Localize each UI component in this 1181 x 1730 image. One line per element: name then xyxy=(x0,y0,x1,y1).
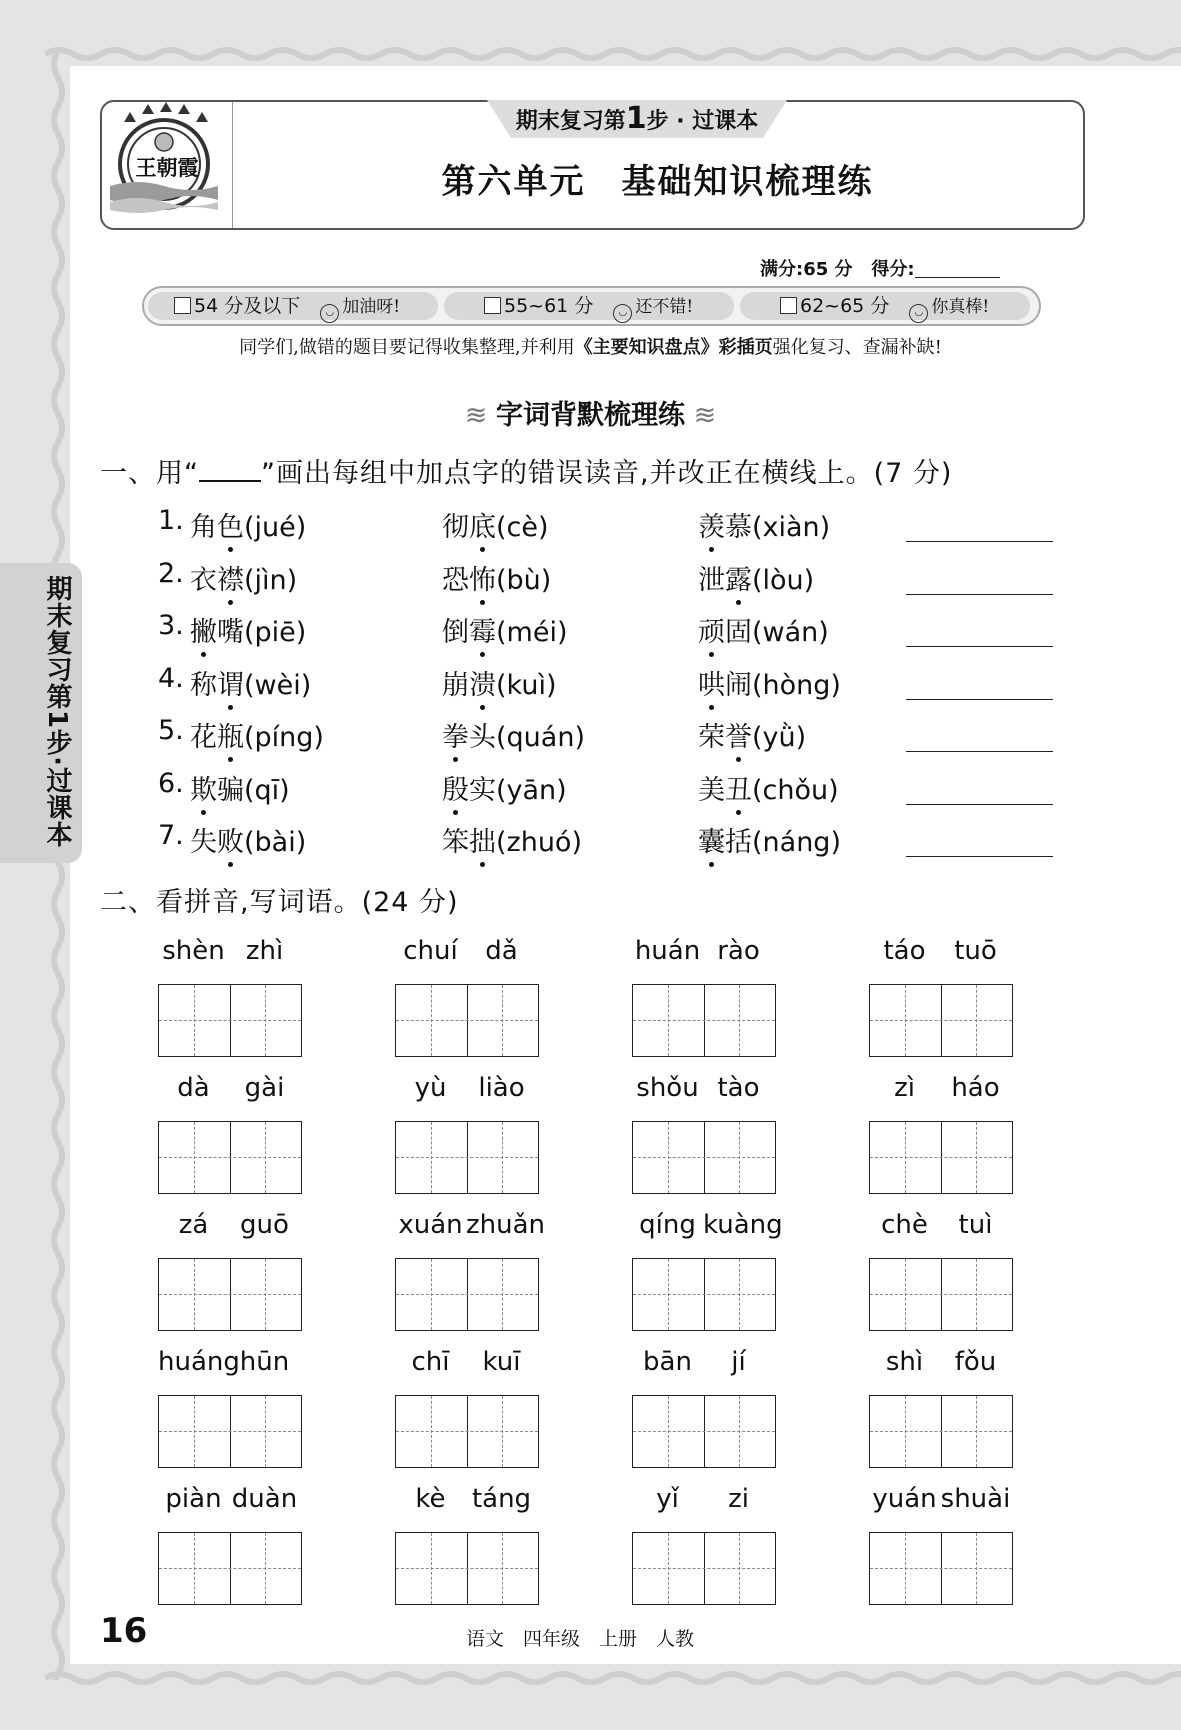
q1-row-number: 1. xyxy=(158,505,184,536)
q1-word xyxy=(190,715,324,754)
char: 称 xyxy=(190,669,217,701)
char: 倒 xyxy=(442,617,469,648)
char: 慕 xyxy=(725,512,752,543)
pinyin: (chǒu) xyxy=(752,774,839,806)
face-icon: ◡ xyxy=(320,304,339,323)
pinyin-syllable: táng xyxy=(471,1484,532,1514)
q1-row-number: 7. xyxy=(158,820,184,851)
score-blank[interactable] xyxy=(915,259,1000,278)
dotted-char[interactable]: 底 xyxy=(469,512,496,543)
dotted-char[interactable]: 襟 xyxy=(217,564,244,596)
notice-pages: 彩插页 xyxy=(718,337,773,358)
q1-word xyxy=(442,663,557,702)
writing-grid[interactable] xyxy=(158,1395,302,1468)
section-heading xyxy=(0,393,1181,432)
dotted-char[interactable]: 霉 xyxy=(469,617,496,648)
banner-pre: 期末复习第 xyxy=(515,109,626,134)
range-option[interactable] xyxy=(484,294,693,323)
pinyin: (jué) xyxy=(244,512,307,543)
dotted-char[interactable]: 誉 xyxy=(725,722,752,753)
q1-row-number: 6. xyxy=(158,767,184,799)
pinyin-syllable: táo xyxy=(883,936,926,966)
dotted-char[interactable]: 囊 xyxy=(698,827,725,858)
page-border-bottom xyxy=(45,1664,1181,1690)
notice-book: 《主要知识盘点》 xyxy=(574,337,719,358)
pinyin-syllable: chuí xyxy=(403,936,458,966)
writing-grid[interactable] xyxy=(632,1395,776,1468)
char: 花 xyxy=(190,722,217,753)
q1-row-number: 3. xyxy=(158,610,184,641)
writing-grid[interactable] xyxy=(158,1121,302,1194)
dotted-char[interactable]: 瓶 xyxy=(217,722,244,753)
side-tab-label: 期末复习第1步·过课本 xyxy=(42,575,72,848)
pinyin: (bù) xyxy=(496,564,552,596)
pinyin: (méi) xyxy=(496,617,568,648)
dotted-char[interactable]: 拙 xyxy=(469,827,496,858)
pinyin-syllable: tào xyxy=(717,1073,760,1103)
pinyin-syllable: rào xyxy=(717,936,760,966)
page-title: 第六单元 基础知识梳理练 xyxy=(441,162,874,202)
range-label: 62~65 分 xyxy=(800,295,890,317)
full-score: 满分:65 分 xyxy=(760,259,853,280)
pinyin: (cè) xyxy=(496,512,549,543)
notice-post: 强化复习、查漏补缺! xyxy=(772,337,942,358)
char: 笨 xyxy=(442,827,469,858)
char: 彻 xyxy=(442,512,469,543)
dotted-char[interactable]: 撇 xyxy=(190,617,217,648)
answer-line[interactable] xyxy=(906,541,1053,542)
char: 泄 xyxy=(698,564,725,596)
pinyin-syllable: jí xyxy=(731,1347,746,1377)
dotted-char[interactable]: 溃 xyxy=(469,669,496,701)
answer-line[interactable] xyxy=(906,804,1053,805)
dotted-char[interactable]: 殷 xyxy=(442,774,469,806)
q1-word xyxy=(190,558,297,597)
q1-post: ”画出每组中加点字的错误读音,并改正在横线上。(7 分) xyxy=(261,458,953,489)
q1-word xyxy=(442,820,582,859)
pinyin-syllable: xuán xyxy=(398,1210,463,1240)
char: 固 xyxy=(725,617,752,648)
pinyin-syllable: shuài xyxy=(940,1484,1011,1514)
pinyin: (lòu) xyxy=(752,564,815,596)
dotted-char[interactable]: 怖 xyxy=(469,564,496,596)
pinyin-syllable: fǒu xyxy=(954,1347,997,1377)
writing-grid[interactable] xyxy=(158,1532,302,1605)
writing-grid[interactable] xyxy=(395,1532,539,1605)
writing-grid[interactable] xyxy=(632,984,776,1057)
pinyin-syllable: huáng xyxy=(158,1347,240,1377)
writing-grid[interactable] xyxy=(632,1258,776,1331)
dotted-char[interactable]: 顽 xyxy=(698,617,725,648)
pinyin-syllable: zì xyxy=(894,1073,915,1103)
pinyin-syllable: kuī xyxy=(482,1347,521,1377)
pinyin-syllable: tuì xyxy=(958,1210,993,1240)
pinyin-syllable: duàn xyxy=(231,1484,298,1514)
writing-grid[interactable] xyxy=(632,1532,776,1605)
pinyin: (wán) xyxy=(752,617,829,648)
q1-word xyxy=(442,610,567,649)
underline-sample xyxy=(199,460,261,482)
banner-post: 步 · 过课本 xyxy=(646,109,759,134)
footer-text: 语文 四年级 上册 人教 xyxy=(466,1628,695,1650)
range-label: 54 分及以下 xyxy=(194,295,301,317)
char: 闹 xyxy=(725,669,752,701)
dotted-char[interactable]: 欺 xyxy=(190,774,217,806)
wave-decoration-icon: ≋ xyxy=(464,400,496,431)
writing-grid[interactable] xyxy=(158,984,302,1057)
pinyin-syllable: yù xyxy=(414,1073,447,1103)
q1-word xyxy=(190,610,306,649)
q1-word xyxy=(698,663,841,702)
writing-grid[interactable] xyxy=(869,1532,1013,1605)
pinyin-syllable: kè xyxy=(415,1484,446,1514)
question-1-title xyxy=(100,451,952,490)
dotted-char[interactable]: 谓 xyxy=(217,669,244,701)
q1-word xyxy=(442,505,549,544)
q1-row-number: 5. xyxy=(158,715,184,746)
checkbox[interactable] xyxy=(174,297,191,314)
pinyin: (bài) xyxy=(244,827,307,858)
writing-grid[interactable] xyxy=(632,1121,776,1194)
pinyin: (zhuó) xyxy=(496,827,582,858)
pinyin-syllable: kuàng xyxy=(703,1210,783,1240)
q1-word xyxy=(698,768,839,807)
q1-word xyxy=(698,610,829,649)
q1-word xyxy=(442,558,551,597)
pinyin: (jìn) xyxy=(244,564,298,596)
dotted-char[interactable]: 露 xyxy=(725,564,752,596)
dotted-char[interactable]: 哄 xyxy=(698,669,725,701)
pinyin-syllable: guō xyxy=(240,1210,289,1240)
pinyin-syllable: yuán xyxy=(872,1484,937,1514)
writing-grid[interactable] xyxy=(869,1395,1013,1468)
char: 头 xyxy=(469,722,496,753)
pinyin-syllable: gài xyxy=(244,1073,285,1103)
pinyin-syllable: zhì xyxy=(245,936,284,966)
q1-word xyxy=(698,558,814,597)
pinyin-syllable: chī xyxy=(411,1347,450,1377)
q1-word xyxy=(190,768,290,807)
encourage-text: 还不错! xyxy=(635,297,694,317)
pinyin-syllable: bān xyxy=(643,1347,692,1377)
logo xyxy=(102,102,233,228)
writing-grid[interactable] xyxy=(869,1258,1013,1331)
q1-word xyxy=(190,820,306,859)
pinyin: (quán) xyxy=(496,722,585,753)
pinyin-syllable: shì xyxy=(885,1347,924,1377)
writing-grid[interactable] xyxy=(869,984,1013,1057)
pinyin: (qī) xyxy=(244,774,290,806)
page-number: 16 xyxy=(100,1611,148,1651)
score-range-bar xyxy=(142,286,1041,326)
pinyin: (kuì) xyxy=(496,669,557,701)
pinyin-syllable: qíng xyxy=(639,1210,696,1240)
section-title: 字词背默梳理练 xyxy=(496,400,685,431)
face-icon: ◡ xyxy=(909,304,928,323)
char: 荣 xyxy=(698,722,725,753)
dotted-char[interactable]: 败 xyxy=(217,827,244,858)
pinyin: (náng) xyxy=(752,827,841,858)
range-label: 55~61 分 xyxy=(504,295,594,317)
score-line xyxy=(760,255,1000,281)
char: 失 xyxy=(190,827,217,858)
writing-grid[interactable] xyxy=(395,1258,539,1331)
notice-text xyxy=(0,333,1181,359)
char: 骗 xyxy=(217,774,244,806)
encourage-text: 加油呀! xyxy=(342,297,401,317)
pinyin-syllable: huán xyxy=(634,936,701,966)
answer-line[interactable] xyxy=(906,751,1053,752)
q1-word xyxy=(190,505,306,544)
q1-row-number: 2. xyxy=(158,557,184,589)
pinyin-syllable: shǒu xyxy=(636,1073,699,1103)
char: 美 xyxy=(698,774,725,806)
char: 括 xyxy=(725,827,752,858)
char: 衣 xyxy=(190,564,217,596)
answer-line[interactable] xyxy=(906,646,1053,647)
pinyin-syllable: shèn xyxy=(162,936,225,966)
face-icon: ◡ xyxy=(613,304,632,323)
pinyin-syllable: dà xyxy=(177,1073,210,1103)
writing-grid[interactable] xyxy=(869,1121,1013,1194)
char: 角 xyxy=(190,512,217,543)
pinyin-syllable: yǐ xyxy=(656,1484,679,1514)
pinyin: (piē) xyxy=(244,617,307,648)
pinyin: (xiàn) xyxy=(752,512,831,543)
logo-text: 王朝霞 xyxy=(135,155,199,180)
range-option[interactable] xyxy=(780,294,989,323)
pinyin: (yǜ) xyxy=(752,722,807,753)
encourage-text: 你真棒! xyxy=(931,297,990,317)
char: 嘴 xyxy=(217,617,244,648)
pinyin-syllable: tuō xyxy=(954,936,997,966)
pinyin-syllable: zá xyxy=(178,1210,209,1240)
header-box xyxy=(100,100,1085,230)
pinyin: (píng) xyxy=(244,722,324,753)
question-2-title: 二、看拼音,写词语。(24 分) xyxy=(100,887,459,918)
page-border-left xyxy=(44,50,70,1680)
pinyin-syllable: zi xyxy=(728,1484,749,1514)
answer-line[interactable] xyxy=(906,856,1053,857)
banner-step-number: 1 xyxy=(625,101,647,136)
wave-decoration-icon: ≋ xyxy=(685,400,717,431)
dotted-char[interactable]: 丑 xyxy=(725,774,752,806)
pinyin-syllable: chè xyxy=(881,1210,928,1240)
pinyin: (yān) xyxy=(496,774,567,806)
char: 恐 xyxy=(442,564,469,596)
writing-grid[interactable] xyxy=(395,984,539,1057)
writing-grid[interactable] xyxy=(158,1258,302,1331)
writing-grid[interactable] xyxy=(395,1121,539,1194)
answer-line[interactable] xyxy=(906,699,1053,700)
q1-row-number: 4. xyxy=(158,662,184,694)
q1-pre: 一、用“ xyxy=(100,458,199,489)
checkbox[interactable] xyxy=(484,297,501,314)
q1-word xyxy=(698,715,806,754)
pinyin: (hòng) xyxy=(752,669,841,701)
notice-pre: 同学们,做错的题目要记得收集整理,并利用 xyxy=(239,337,575,358)
pinyin-syllable: zhuǎn xyxy=(466,1210,546,1240)
pinyin: (wèi) xyxy=(244,669,312,701)
pinyin-syllable: háo xyxy=(951,1073,1000,1103)
checkbox[interactable] xyxy=(780,297,797,314)
q1-word xyxy=(698,820,841,859)
score-label: 得分: xyxy=(871,259,915,280)
q1-word xyxy=(442,768,567,807)
char: 崩 xyxy=(442,669,469,701)
q1-word xyxy=(698,505,830,544)
answer-line[interactable] xyxy=(906,594,1053,595)
pinyin-syllable: dǎ xyxy=(485,936,518,966)
dotted-char[interactable]: 色 xyxy=(217,512,244,543)
writing-grid[interactable] xyxy=(395,1395,539,1468)
range-option[interactable] xyxy=(174,294,400,323)
q1-word xyxy=(442,715,585,754)
pinyin-syllable: liào xyxy=(478,1073,525,1103)
banner-label xyxy=(487,101,787,137)
pinyin-syllable: hūn xyxy=(239,1347,290,1377)
char: 实 xyxy=(469,774,496,806)
dotted-char[interactable]: 羡 xyxy=(698,512,725,543)
pinyin-syllable: piàn xyxy=(165,1484,222,1514)
q1-word xyxy=(190,663,311,702)
dotted-char[interactable]: 拳 xyxy=(442,722,469,753)
